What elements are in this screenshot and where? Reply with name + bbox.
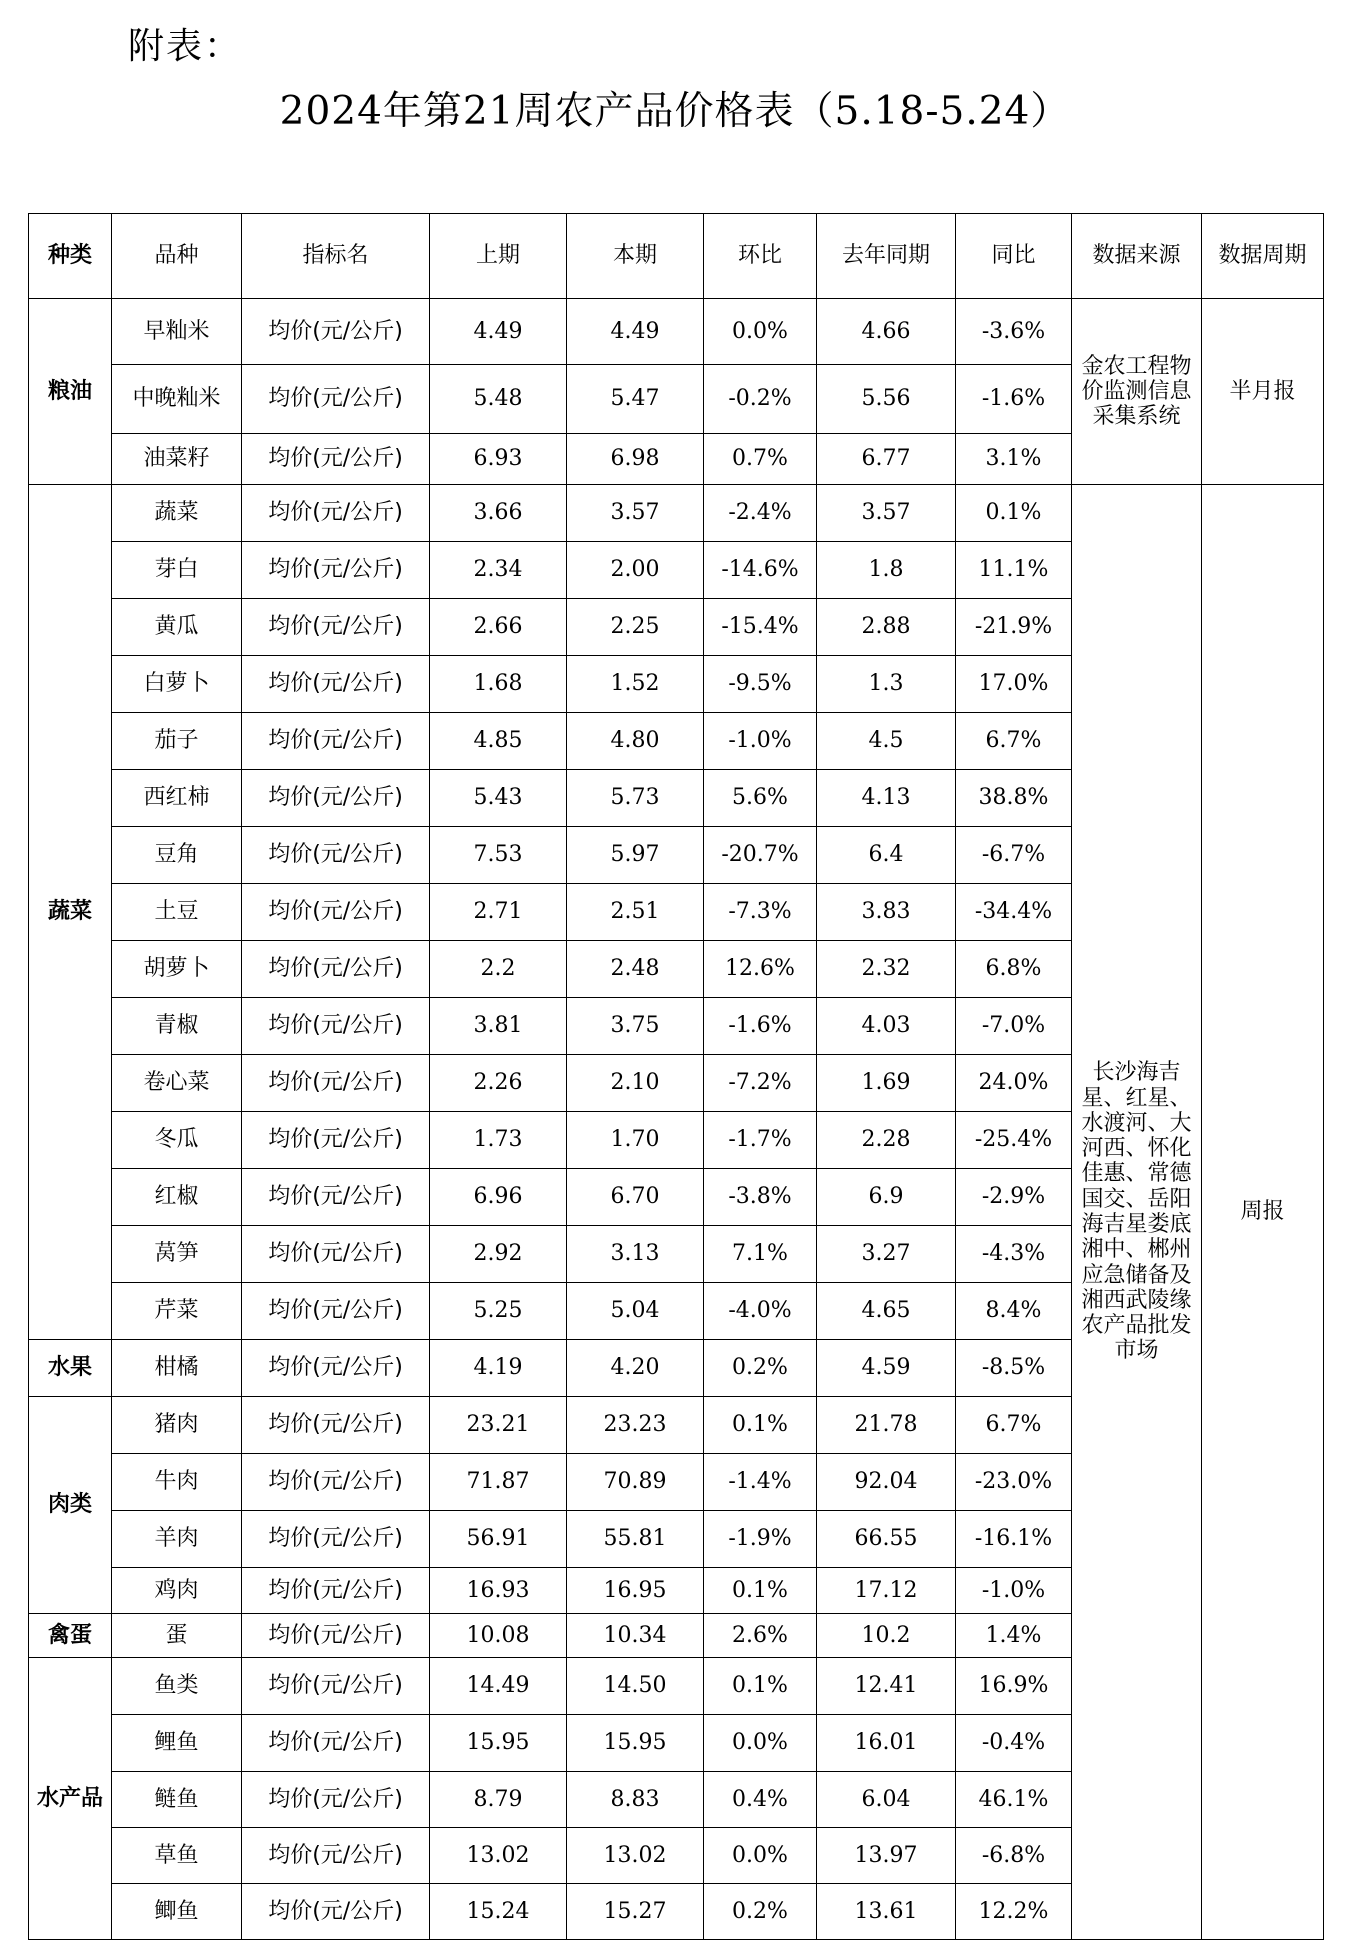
header-category: 种类 [29,214,112,299]
indicator-cell: 均价(元/公斤) [242,1828,430,1884]
yoy-change-cell: 1.4% [956,1614,1072,1658]
category-cell: 水果 [29,1340,112,1397]
indicator-cell: 均价(元/公斤) [242,884,430,941]
variety-cell: 羊肉 [112,1511,242,1568]
yoy-change-cell: -6.7% [956,827,1072,884]
variety-cell: 卷心菜 [112,1055,242,1112]
yoy-change-cell: 6.7% [956,1397,1072,1454]
data-period-cell: 半月报 [1202,299,1324,485]
previous-price-cell: 16.93 [430,1568,567,1614]
last-year-price-cell: 5.56 [817,365,956,434]
variety-cell: 猪肉 [112,1397,242,1454]
indicator-cell: 均价(元/公斤) [242,542,430,599]
current-price-cell: 6.70 [567,1169,704,1226]
previous-price-cell: 2.92 [430,1226,567,1283]
yoy-change-cell: 16.9% [956,1658,1072,1715]
mom-change-cell: -4.0% [704,1283,817,1340]
yoy-change-cell: -34.4% [956,884,1072,941]
mom-change-cell: -7.3% [704,884,817,941]
variety-cell: 黄瓜 [112,599,242,656]
current-price-cell: 5.97 [567,827,704,884]
current-price-cell: 4.80 [567,713,704,770]
yoy-change-cell: 6.7% [956,713,1072,770]
last-year-price-cell: 92.04 [817,1454,956,1511]
last-year-price-cell: 21.78 [817,1397,956,1454]
category-cell: 蔬菜 [29,485,112,1340]
current-price-cell: 2.48 [567,941,704,998]
last-year-price-cell: 13.97 [817,1828,956,1884]
previous-price-cell: 2.2 [430,941,567,998]
price-table [28,213,1324,1940]
mom-change-cell: -1.0% [704,713,817,770]
variety-cell: 鲤鱼 [112,1715,242,1772]
yoy-change-cell: -16.1% [956,1511,1072,1568]
yoy-change-cell: 17.0% [956,656,1072,713]
previous-price-cell: 3.66 [430,485,567,542]
indicator-cell: 均价(元/公斤) [242,656,430,713]
previous-price-cell: 23.21 [430,1397,567,1454]
indicator-cell: 均价(元/公斤) [242,1715,430,1772]
previous-price-cell: 6.93 [430,434,567,485]
variety-cell: 早籼米 [112,299,242,365]
previous-price-cell: 14.49 [430,1658,567,1715]
last-year-price-cell: 66.55 [817,1511,956,1568]
previous-price-cell: 4.85 [430,713,567,770]
indicator-cell: 均价(元/公斤) [242,1283,430,1340]
last-year-price-cell: 2.28 [817,1112,956,1169]
mom-change-cell: -20.7% [704,827,817,884]
mom-change-cell: 0.0% [704,1715,817,1772]
variety-cell: 青椒 [112,998,242,1055]
variety-cell: 鲫鱼 [112,1884,242,1940]
yoy-change-cell: -3.6% [956,299,1072,365]
last-year-price-cell: 4.66 [817,299,956,365]
appendix-label: 附表： [128,26,243,67]
current-price-cell: 3.57 [567,485,704,542]
previous-price-cell: 3.81 [430,998,567,1055]
mom-change-cell: -1.6% [704,998,817,1055]
indicator-cell: 均价(元/公斤) [242,485,430,542]
indicator-cell: 均价(元/公斤) [242,998,430,1055]
yoy-change-cell: -0.4% [956,1715,1072,1772]
previous-price-cell: 1.73 [430,1112,567,1169]
variety-cell: 红椒 [112,1169,242,1226]
last-year-price-cell: 3.83 [817,884,956,941]
variety-cell: 白萝卜 [112,656,242,713]
current-price-cell: 4.20 [567,1340,704,1397]
previous-price-cell: 2.66 [430,599,567,656]
last-year-price-cell: 13.61 [817,1884,956,1940]
mom-change-cell: 0.0% [704,1828,817,1884]
last-year-price-cell: 4.03 [817,998,956,1055]
yoy-change-cell: 24.0% [956,1055,1072,1112]
yoy-change-cell: -1.6% [956,365,1072,434]
variety-cell: 草鱼 [112,1828,242,1884]
previous-price-cell: 56.91 [430,1511,567,1568]
indicator-cell: 均价(元/公斤) [242,1397,430,1454]
header-yoy: 同比 [956,214,1072,299]
yoy-change-cell: 46.1% [956,1772,1072,1828]
yoy-change-cell: 3.1% [956,434,1072,485]
indicator-cell: 均价(元/公斤) [242,770,430,827]
indicator-cell: 均价(元/公斤) [242,1169,430,1226]
header-previous: 上期 [430,214,567,299]
yoy-change-cell: -6.8% [956,1828,1072,1884]
variety-cell: 芹菜 [112,1283,242,1340]
yoy-change-cell: 8.4% [956,1283,1072,1340]
previous-price-cell: 5.25 [430,1283,567,1340]
mom-change-cell: 0.4% [704,1772,817,1828]
indicator-cell: 均价(元/公斤) [242,1454,430,1511]
previous-price-cell: 2.34 [430,542,567,599]
header-source: 数据来源 [1072,214,1202,299]
current-price-cell: 4.49 [567,299,704,365]
indicator-cell: 均价(元/公斤) [242,1055,430,1112]
mom-change-cell: 0.0% [704,299,817,365]
variety-cell: 牛肉 [112,1454,242,1511]
current-price-cell: 6.98 [567,434,704,485]
previous-price-cell: 15.24 [430,1884,567,1940]
data-source-cell: 金农工程物价监测信息采集系统 [1072,299,1202,485]
previous-price-cell: 8.79 [430,1772,567,1828]
last-year-price-cell: 6.04 [817,1772,956,1828]
previous-price-cell: 4.19 [430,1340,567,1397]
current-price-cell: 13.02 [567,1828,704,1884]
last-year-price-cell: 1.8 [817,542,956,599]
variety-cell: 莴笋 [112,1226,242,1283]
mom-change-cell: 0.1% [704,1658,817,1715]
indicator-cell: 均价(元/公斤) [242,1226,430,1283]
current-price-cell: 1.52 [567,656,704,713]
yoy-change-cell: -21.9% [956,599,1072,656]
current-price-cell: 14.50 [567,1658,704,1715]
table-row [29,485,1324,542]
current-price-cell: 2.25 [567,599,704,656]
indicator-cell: 均价(元/公斤) [242,299,430,365]
current-price-cell: 5.73 [567,770,704,827]
table-header-row [29,214,1324,299]
previous-price-cell: 2.26 [430,1055,567,1112]
indicator-cell: 均价(元/公斤) [242,1658,430,1715]
last-year-price-cell: 1.3 [817,656,956,713]
previous-price-cell: 2.71 [430,884,567,941]
yoy-change-cell: -1.0% [956,1568,1072,1614]
previous-price-cell: 13.02 [430,1828,567,1884]
current-price-cell: 15.27 [567,1884,704,1940]
data-source-cell: 长沙海吉星、红星、水渡河、大河西、怀化佳惠、常德国交、岳阳海吉星娄底湘中、郴州应急储备及湘西武陵缘农产品批发市场 [1072,485,1202,1940]
last-year-price-cell: 2.32 [817,941,956,998]
current-price-cell: 2.10 [567,1055,704,1112]
current-price-cell: 1.70 [567,1112,704,1169]
last-year-price-cell: 6.9 [817,1169,956,1226]
indicator-cell: 均价(元/公斤) [242,941,430,998]
variety-cell: 蔬菜 [112,485,242,542]
mom-change-cell: -15.4% [704,599,817,656]
indicator-cell: 均价(元/公斤) [242,1112,430,1169]
last-year-price-cell: 16.01 [817,1715,956,1772]
mom-change-cell: 12.6% [704,941,817,998]
last-year-price-cell: 17.12 [817,1568,956,1614]
mom-change-cell: 5.6% [704,770,817,827]
current-price-cell: 8.83 [567,1772,704,1828]
yoy-change-cell: -2.9% [956,1169,1072,1226]
category-cell: 肉类 [29,1397,112,1614]
current-price-cell: 2.51 [567,884,704,941]
header-indicator: 指标名 [242,214,430,299]
mom-change-cell: -0.2% [704,365,817,434]
mom-change-cell: 0.1% [704,1568,817,1614]
yoy-change-cell: 12.2% [956,1884,1072,1940]
mom-change-cell: 0.7% [704,434,817,485]
indicator-cell: 均价(元/公斤) [242,713,430,770]
variety-cell: 柑橘 [112,1340,242,1397]
indicator-cell: 均价(元/公斤) [242,365,430,434]
yoy-change-cell: -8.5% [956,1340,1072,1397]
yoy-change-cell: 0.1% [956,485,1072,542]
previous-price-cell: 6.96 [430,1169,567,1226]
variety-cell: 油菜籽 [112,434,242,485]
current-price-cell: 3.13 [567,1226,704,1283]
variety-cell: 芽白 [112,542,242,599]
mom-change-cell: -7.2% [704,1055,817,1112]
indicator-cell: 均价(元/公斤) [242,434,430,485]
category-cell: 禽蛋 [29,1614,112,1658]
last-year-price-cell: 2.88 [817,599,956,656]
variety-cell: 胡萝卜 [112,941,242,998]
indicator-cell: 均价(元/公斤) [242,827,430,884]
yoy-change-cell: -7.0% [956,998,1072,1055]
last-year-price-cell: 1.69 [817,1055,956,1112]
header-period: 数据周期 [1202,214,1324,299]
previous-price-cell: 10.08 [430,1614,567,1658]
current-price-cell: 15.95 [567,1715,704,1772]
mom-change-cell: -14.6% [704,542,817,599]
variety-cell: 茄子 [112,713,242,770]
mom-change-cell: -1.4% [704,1454,817,1511]
indicator-cell: 均价(元/公斤) [242,599,430,656]
current-price-cell: 10.34 [567,1614,704,1658]
indicator-cell: 均价(元/公斤) [242,1568,430,1614]
variety-cell: 鸡肉 [112,1568,242,1614]
mom-change-cell: 0.1% [704,1397,817,1454]
last-year-price-cell: 4.65 [817,1283,956,1340]
previous-price-cell: 1.68 [430,656,567,713]
previous-price-cell: 15.95 [430,1715,567,1772]
current-price-cell: 3.75 [567,998,704,1055]
previous-price-cell: 5.43 [430,770,567,827]
mom-change-cell: 7.1% [704,1226,817,1283]
previous-price-cell: 5.48 [430,365,567,434]
mom-change-cell: 2.6% [704,1614,817,1658]
header-last-year: 去年同期 [817,214,956,299]
header-current: 本期 [567,214,704,299]
header-mom: 环比 [704,214,817,299]
variety-cell: 冬瓜 [112,1112,242,1169]
current-price-cell: 5.47 [567,365,704,434]
last-year-price-cell: 3.27 [817,1226,956,1283]
current-price-cell: 55.81 [567,1511,704,1568]
variety-cell: 西红柿 [112,770,242,827]
mom-change-cell: 0.2% [704,1884,817,1940]
yoy-change-cell: 38.8% [956,770,1072,827]
yoy-change-cell: -4.3% [956,1226,1072,1283]
last-year-price-cell: 4.13 [817,770,956,827]
previous-price-cell: 4.49 [430,299,567,365]
current-price-cell: 70.89 [567,1454,704,1511]
indicator-cell: 均价(元/公斤) [242,1511,430,1568]
yoy-change-cell: 11.1% [956,542,1072,599]
yoy-change-cell: -23.0% [956,1454,1072,1511]
category-cell: 粮油 [29,299,112,485]
current-price-cell: 2.00 [567,542,704,599]
variety-cell: 鲢鱼 [112,1772,242,1828]
last-year-price-cell: 4.59 [817,1340,956,1397]
mom-change-cell: -1.9% [704,1511,817,1568]
page-title: 2024年第21周农产品价格表（5.18-5.24） [279,89,1071,134]
previous-price-cell: 71.87 [430,1454,567,1511]
yoy-change-cell: 6.8% [956,941,1072,998]
header-variety: 品种 [112,214,242,299]
last-year-price-cell: 10.2 [817,1614,956,1658]
variety-cell: 中晚籼米 [112,365,242,434]
mom-change-cell: -2.4% [704,485,817,542]
last-year-price-cell: 6.4 [817,827,956,884]
last-year-price-cell: 3.57 [817,485,956,542]
mom-change-cell: -9.5% [704,656,817,713]
current-price-cell: 16.95 [567,1568,704,1614]
variety-cell: 豆角 [112,827,242,884]
previous-price-cell: 7.53 [430,827,567,884]
current-price-cell: 23.23 [567,1397,704,1454]
yoy-change-cell: -25.4% [956,1112,1072,1169]
category-cell: 水产品 [29,1658,112,1940]
last-year-price-cell: 4.5 [817,713,956,770]
table-row [29,299,1324,365]
last-year-price-cell: 12.41 [817,1658,956,1715]
variety-cell: 蛋 [112,1614,242,1658]
indicator-cell: 均价(元/公斤) [242,1884,430,1940]
mom-change-cell: -1.7% [704,1112,817,1169]
indicator-cell: 均价(元/公斤) [242,1772,430,1828]
mom-change-cell: 0.2% [704,1340,817,1397]
last-year-price-cell: 6.77 [817,434,956,485]
indicator-cell: 均价(元/公斤) [242,1614,430,1658]
data-period-cell: 周报 [1202,485,1324,1940]
indicator-cell: 均价(元/公斤) [242,1340,430,1397]
current-price-cell: 5.04 [567,1283,704,1340]
variety-cell: 土豆 [112,884,242,941]
mom-change-cell: -3.8% [704,1169,817,1226]
variety-cell: 鱼类 [112,1658,242,1715]
